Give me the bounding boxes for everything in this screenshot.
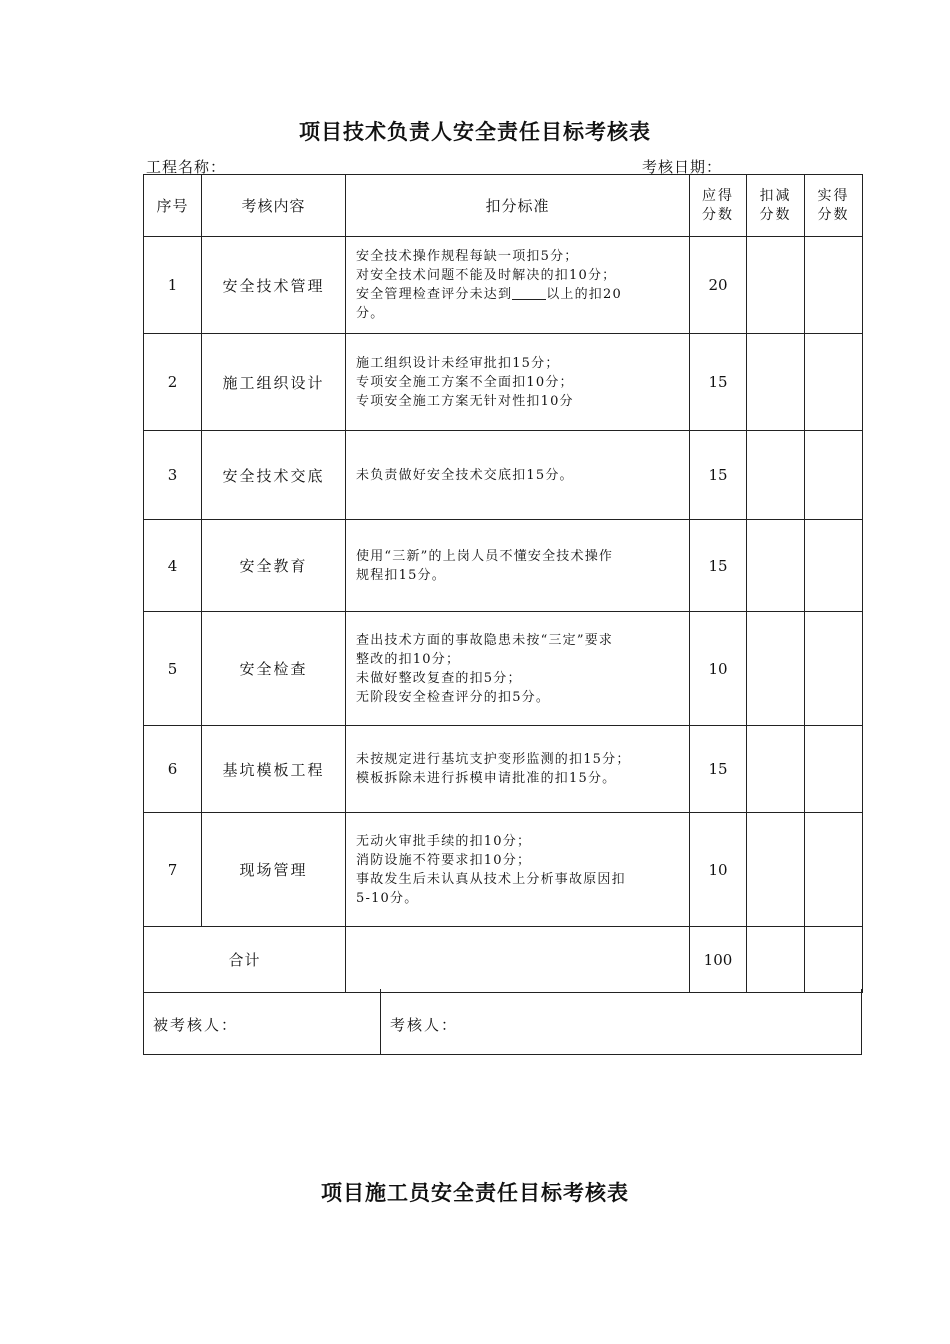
total-deducted-score[interactable] xyxy=(747,927,805,993)
signature-divider xyxy=(380,989,381,1054)
row-seq: 3 xyxy=(144,431,202,520)
row-due-score: 20 xyxy=(690,237,747,334)
row-due-score: 10 xyxy=(690,813,747,927)
form-title: 项目技术负责人安全责任目标考核表 xyxy=(299,120,651,144)
row-seq: 7 xyxy=(144,813,202,927)
row-due-score: 15 xyxy=(690,726,747,813)
row-actual-score[interactable] xyxy=(805,431,863,520)
total-label: 合计 xyxy=(144,927,346,993)
examinee-label: 被考核人： xyxy=(153,1016,239,1034)
row-actual-score[interactable] xyxy=(805,520,863,612)
row-content: 基坑模板工程 xyxy=(202,726,346,813)
total-due-score: 100 xyxy=(690,927,747,993)
row-criteria: 安全技术操作规程每缺一项扣5分； 对安全技术问题不能及时解决的扣10分； 安全管理检查评分未达到 以上的扣20 分。 xyxy=(346,237,690,334)
row-seq: 2 xyxy=(144,334,202,431)
row-due-score: 15 xyxy=(690,431,747,520)
row-deducted-score[interactable] xyxy=(747,612,805,726)
row-due-score: 15 xyxy=(690,334,747,431)
table-row xyxy=(144,726,863,813)
row-criteria: 查出技术方面的事故隐患未按“三定”要求 整改的扣10分； 未做好整改复查的扣5分； 无阶段安全检查评分的扣5分。 xyxy=(346,612,690,726)
table-row xyxy=(144,237,863,334)
row-deducted-score[interactable] xyxy=(747,334,805,431)
row-content: 安全技术管理 xyxy=(202,237,346,334)
row-content: 安全技术交底 xyxy=(202,431,346,520)
table-row xyxy=(144,520,863,612)
row-actual-score[interactable] xyxy=(805,612,863,726)
row-criteria: 使用“三新”的上岗人员不懂安全技术操作 规程扣15分。 xyxy=(346,520,690,612)
row-content: 现场管理 xyxy=(202,813,346,927)
header-criteria: 扣分标准 xyxy=(346,175,690,237)
row-due-score: 10 xyxy=(690,612,747,726)
row-seq: 6 xyxy=(144,726,202,813)
row-seq: 1 xyxy=(144,237,202,334)
table-row xyxy=(144,612,863,726)
table-header-row xyxy=(144,175,863,237)
row-content: 施工组织设计 xyxy=(202,334,346,431)
fill-blank xyxy=(512,285,546,300)
row-actual-score[interactable] xyxy=(805,237,863,334)
total-actual-score[interactable] xyxy=(805,927,863,993)
table-row xyxy=(144,334,863,431)
row-content: 安全检查 xyxy=(202,612,346,726)
row-criteria: 未按规定进行基坑支护变形监测的扣15分； 模板拆除未进行拆模申请批准的扣15分。 xyxy=(346,726,690,813)
total-row xyxy=(144,927,863,993)
row-criteria: 无动火审批手续的扣10分； 消防设施不符要求扣10分； 事故发生后未认真从技术上分析事故原因扣 5-10分。 xyxy=(346,813,690,927)
table-row xyxy=(144,431,863,520)
header-deducted-score: 扣减 分数 xyxy=(747,175,805,237)
row-deducted-score[interactable] xyxy=(747,237,805,334)
examiner-label: 考核人： xyxy=(390,1016,459,1034)
table-row xyxy=(144,813,863,927)
row-deducted-score[interactable] xyxy=(747,813,805,927)
project-name-label: 工程名称： xyxy=(146,158,227,176)
header-seq: 序号 xyxy=(144,175,202,237)
row-actual-score[interactable] xyxy=(805,813,863,927)
row-deducted-score[interactable] xyxy=(747,726,805,813)
header-content: 考核内容 xyxy=(202,175,346,237)
row-deducted-score[interactable] xyxy=(747,431,805,520)
total-criteria xyxy=(346,927,690,993)
row-actual-score[interactable] xyxy=(805,334,863,431)
row-seq: 4 xyxy=(144,520,202,612)
row-due-score: 15 xyxy=(690,520,747,612)
row-criteria: 未负责做好安全技术交底扣15分。 xyxy=(346,431,690,520)
assessment-table xyxy=(143,174,863,993)
row-actual-score[interactable] xyxy=(805,726,863,813)
header-due-score: 应得 分数 xyxy=(690,175,747,237)
row-seq: 5 xyxy=(144,612,202,726)
second-form-title: 项目施工员安全责任目标考核表 xyxy=(321,1181,629,1205)
signature-row xyxy=(143,989,862,1055)
row-content: 安全教育 xyxy=(202,520,346,612)
assessment-date-label: 考核日期： xyxy=(642,158,723,176)
row-deducted-score[interactable] xyxy=(747,520,805,612)
header-actual-score: 实得 分数 xyxy=(805,175,863,237)
row-criteria: 施工组织设计未经审批扣15分； 专项安全施工方案不全面扣10分； 专项安全施工方案无针对性扣10分 xyxy=(346,334,690,431)
